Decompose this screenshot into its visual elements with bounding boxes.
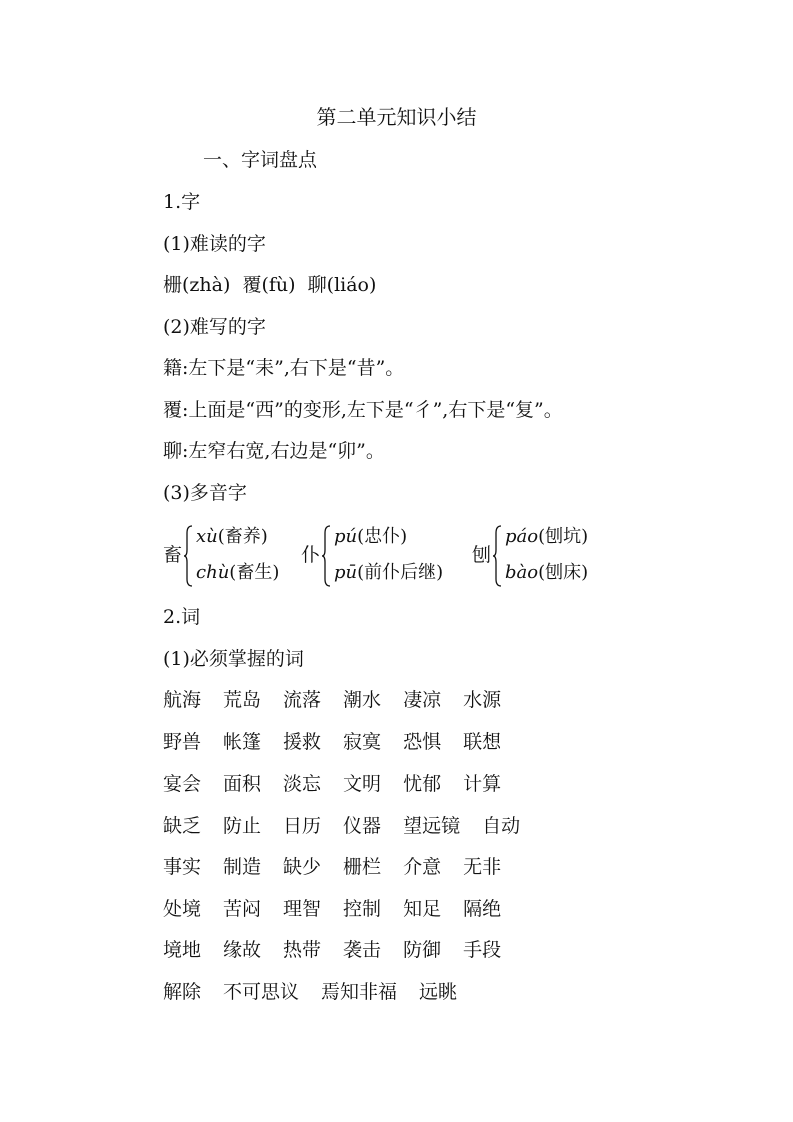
vocab-word: 远眺 <box>419 981 458 1003</box>
vocab-word: 防止 <box>223 815 262 837</box>
vocab-word: 日历 <box>283 815 322 837</box>
vocab-word: 水源 <box>463 689 502 711</box>
vocab-word: 自动 <box>482 815 521 837</box>
hard-write-note: 聊:左窄右宽,右边是“卯”。 <box>163 440 385 462</box>
hard-write-note: 覆:上面是“西”的变形,左下是“彳”,右下是“复”。 <box>163 399 563 421</box>
polyphone-reading: pú(忠仆) <box>334 526 408 547</box>
vocab-word: 仪器 <box>343 815 382 837</box>
vocab-word: 淡忘 <box>283 773 322 795</box>
subheading-hard-to-read: (1)难读的字 <box>163 233 266 255</box>
vocab-word: 流落 <box>283 689 322 711</box>
vocab-word: 宴会 <box>163 773 202 795</box>
vocab-word: 面积 <box>223 773 262 795</box>
subheading-hard-to-write: (2)难写的字 <box>163 316 266 338</box>
polyphone-reading: pū(前仆后继) <box>334 562 444 583</box>
vocab-word: 焉知非福 <box>321 981 398 1003</box>
vocab-word: 帐篷 <box>223 731 262 753</box>
polyphone-group <box>301 522 443 588</box>
subheading-polyphones: (3)多音字 <box>163 482 247 504</box>
vocab-word: 缺少 <box>283 856 322 878</box>
vocab-row <box>163 937 523 963</box>
polyphone-reading: páo(刨坑) <box>505 526 589 547</box>
page-title: 第二单元知识小结 <box>316 105 477 129</box>
polyphone-char: 仆 <box>301 544 321 566</box>
vocab-word: 隔绝 <box>463 898 502 920</box>
vocab-word: 援救 <box>283 731 322 753</box>
vocab-row <box>163 896 523 922</box>
vocab-word: 解除 <box>163 981 202 1003</box>
polyphone-group <box>472 522 588 588</box>
vocab-word: 恐惧 <box>403 731 442 753</box>
vocab-word: 栅栏 <box>343 856 382 878</box>
vocab-word: 荒岛 <box>223 689 262 711</box>
vocab-row <box>163 854 523 880</box>
vocab-word: 理智 <box>283 898 322 920</box>
vocab-word: 联想 <box>463 731 502 753</box>
vocab-word: 控制 <box>343 898 382 920</box>
hard-write-note: 籍:左下是“耒”,右下是“昔”。 <box>163 357 405 379</box>
vocab-word: 处境 <box>163 898 202 920</box>
vocab-row <box>163 729 523 755</box>
vocab-word: 寂寞 <box>343 731 382 753</box>
polyphone-char: 刨 <box>472 544 492 566</box>
subheading-words: 2.词 <box>163 606 201 628</box>
vocab-word: 缺乏 <box>163 815 202 837</box>
vocab-word: 凄凉 <box>403 689 442 711</box>
vocab-word: 忧郁 <box>403 773 442 795</box>
vocab-row <box>163 771 523 797</box>
subheading-characters: 1.字 <box>163 191 201 213</box>
vocab-word: 袭击 <box>343 939 382 961</box>
polyphone-char: 畜 <box>163 544 183 566</box>
vocab-word: 事实 <box>163 856 202 878</box>
vocab-word: 望远镜 <box>403 815 461 837</box>
vocab-word: 防御 <box>403 939 442 961</box>
polyphone-reading: chù(畜生) <box>196 562 280 583</box>
vocab-word: 无非 <box>463 856 502 878</box>
vocab-row <box>163 813 542 839</box>
vocab-word: 潮水 <box>343 689 382 711</box>
vocab-word: 苦闷 <box>223 898 262 920</box>
vocab-word: 境地 <box>163 939 202 961</box>
polyphone-reading: bào(刨床) <box>505 562 589 583</box>
vocab-word: 野兽 <box>163 731 202 753</box>
hard-to-read-list: 栅(zhà) 覆(fù) 聊(liáo) <box>163 274 377 296</box>
vocab-word: 介意 <box>403 856 442 878</box>
polyphone-group <box>163 522 279 588</box>
vocab-word: 缘故 <box>223 939 262 961</box>
vocab-word: 计算 <box>463 773 502 795</box>
vocab-word: 不可思议 <box>223 981 300 1003</box>
brace-icon <box>493 525 502 585</box>
brace-icon <box>322 525 331 585</box>
vocab-word: 文明 <box>343 773 382 795</box>
vocab-word: 手段 <box>463 939 502 961</box>
vocab-word: 热带 <box>283 939 322 961</box>
vocab-row <box>163 687 523 713</box>
vocab-row <box>163 979 479 1005</box>
vocab-word: 知足 <box>403 898 442 920</box>
section-heading: 一、字词盘点 <box>203 149 318 171</box>
vocab-word: 制造 <box>223 856 262 878</box>
polyphone-reading: xù(畜养) <box>196 526 268 547</box>
subheading-must-master: (1)必须掌握的词 <box>163 648 304 670</box>
vocab-word: 航海 <box>163 689 202 711</box>
brace-icon <box>184 525 193 585</box>
